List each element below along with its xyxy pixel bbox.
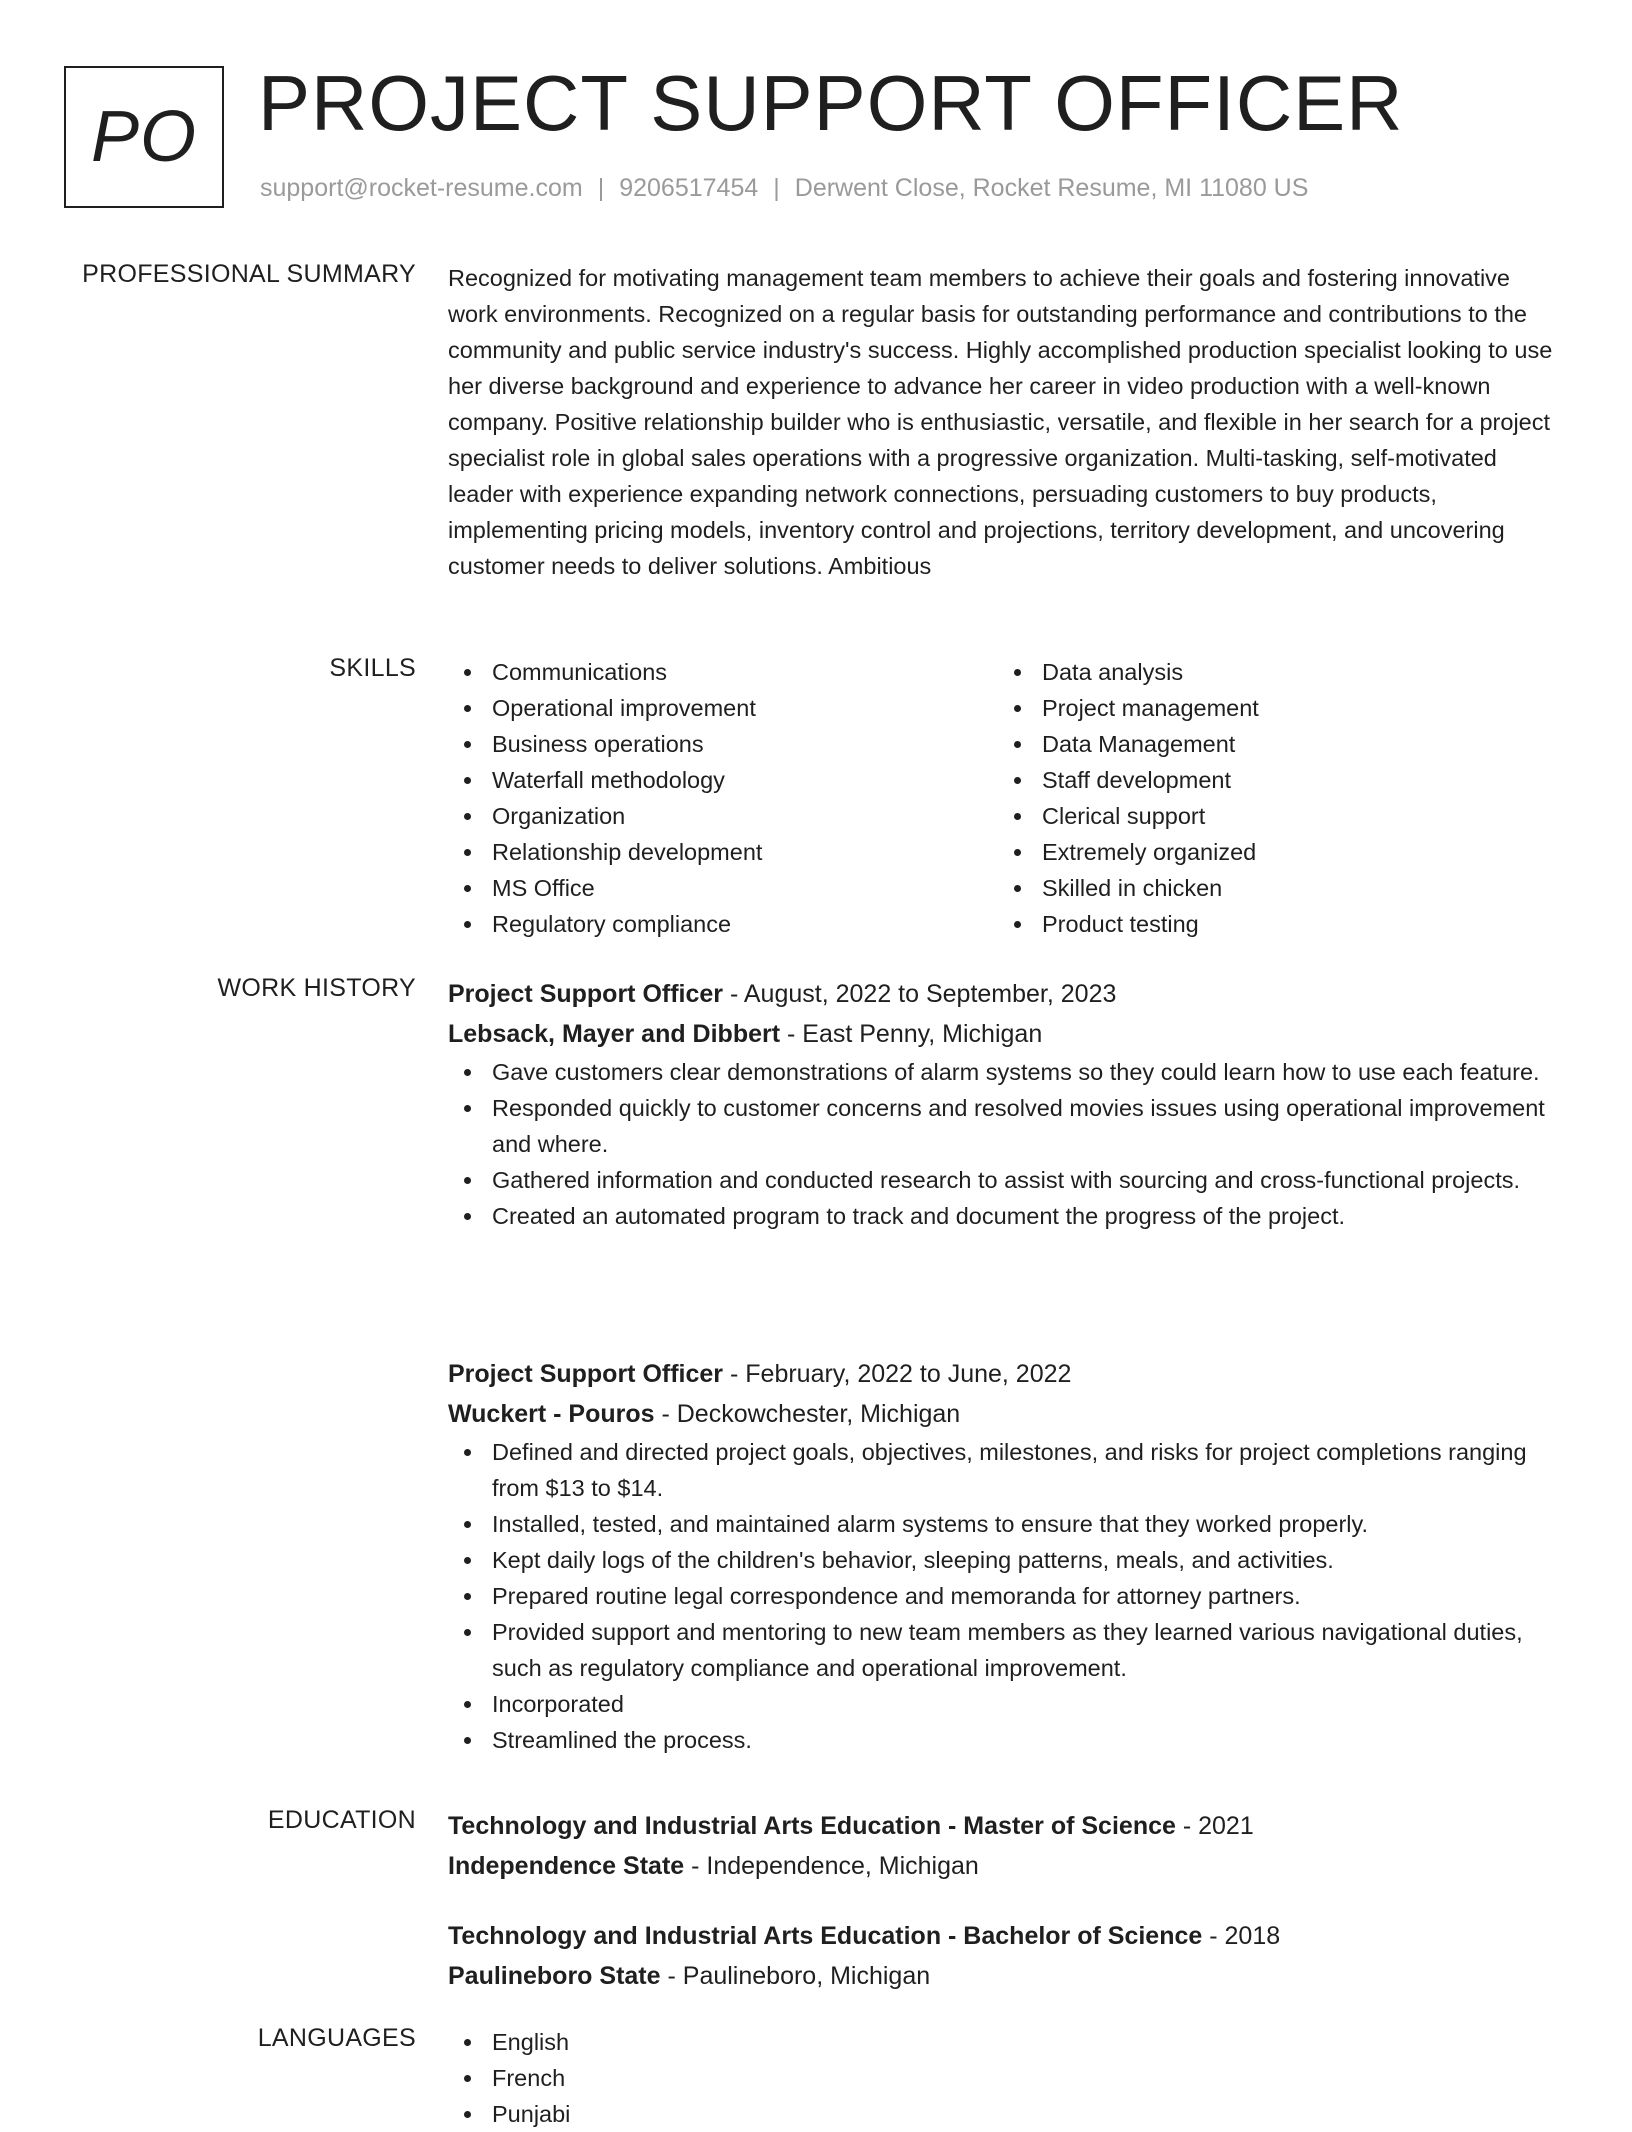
- skill-item: Extremely organized: [998, 834, 1548, 870]
- skill-item: Regulatory compliance: [448, 906, 998, 942]
- contact-email: support@rocket-resume.com: [260, 174, 583, 202]
- education-location: - Independence, Michigan: [684, 1852, 979, 1880]
- job-location: - East Penny, Michigan: [780, 1020, 1043, 1048]
- education-school: Independence State: [448, 1852, 685, 1880]
- section-label-languages: LANGUAGES: [257, 2024, 416, 2052]
- skills-list-left: [448, 654, 998, 942]
- language-item: English: [448, 2024, 1560, 2060]
- job-bullet: Kept daily logs of the children's behavior, sleeping patterns, meals, and activities.: [448, 1542, 1560, 1578]
- section-label-summary: PROFESSIONAL SUMMARY: [82, 260, 416, 288]
- skill-item: Data Management: [998, 726, 1548, 762]
- section-label-work-history: WORK HISTORY: [217, 974, 416, 1002]
- skill-item: Project management: [998, 690, 1548, 726]
- job-entry: [448, 1354, 1560, 1758]
- skills-list-right: [998, 654, 1548, 942]
- contact-line: [260, 174, 1308, 203]
- job-bullet: Created an automated program to track and document the progress of the project.: [448, 1198, 1560, 1234]
- section-label-education: EDUCATION: [267, 1806, 416, 1834]
- language-item: Punjabi: [448, 2096, 1560, 2132]
- summary-text: Recognized for motivating management team members to achieve their goals and fostering innovative work environments. Recognized on a regular basis for outstanding performance and contributions to the community and public service industry's success. Highly accomplished production specialist looking to use her diverse background and experience to advance her career in video production with a well-known company. Positive relationship builder who is enthusiastic, versatile, and flexible in her search for a project specialist role in global sales operations with a progressive organization. Multi-tasking, self-motivated leader with experience expanding network connections, persuading customers to buy products, implementing pricing models, inventory control and projections, territory development, and uncovering customer needs to deliver solutions. Ambitious: [448, 265, 1553, 579]
- candidate-title: PROJECT SUPPORT OFFICER: [258, 59, 1404, 147]
- contact-phone: 9206517454: [619, 174, 759, 202]
- contact-address: Derwent Close, Rocket Resume, MI 11080 US: [794, 174, 1309, 202]
- job-bullet: Gave customers clear demonstrations of alarm systems so they could learn how to use each feature.: [448, 1054, 1560, 1090]
- job-title: Project Support Officer: [448, 1360, 724, 1388]
- skill-item: Organization: [448, 798, 998, 834]
- job-bullet: Incorporated: [448, 1686, 1560, 1722]
- education-degree: Technology and Industrial Arts Education - Master of Science: [448, 1812, 1176, 1840]
- job-bullet: Streamlined the process.: [448, 1722, 1560, 1758]
- job-bullet: Responded quickly to customer concerns and resolved movies issues using operational improvement and where.: [448, 1090, 1560, 1162]
- skill-item: Skilled in chicken: [998, 870, 1548, 906]
- education-entry: [448, 1806, 1560, 1886]
- job-bullet: Gathered information and conducted research to assist with sourcing and cross-functional projects.: [448, 1162, 1560, 1198]
- education-degree: Technology and Industrial Arts Education - Bachelor of Science: [448, 1922, 1203, 1950]
- job-dates: - February, 2022 to June, 2022: [723, 1360, 1072, 1388]
- job-bullet-list: [448, 1054, 1560, 1234]
- skill-item: Relationship development: [448, 834, 998, 870]
- skill-item: Product testing: [998, 906, 1548, 942]
- skill-item: Waterfall methodology: [448, 762, 998, 798]
- section-label-skills: SKILLS: [329, 654, 416, 682]
- language-item: French: [448, 2060, 1560, 2096]
- skill-item: Operational improvement: [448, 690, 998, 726]
- job-bullet-list: [448, 1434, 1560, 1758]
- education-school: Paulineboro State: [448, 1962, 661, 1990]
- education-year: - 2018: [1202, 1922, 1281, 1950]
- contact-separator: |: [597, 174, 605, 202]
- skill-item: Clerical support: [998, 798, 1548, 834]
- job-bullet: Installed, tested, and maintained alarm systems to ensure that they worked properly.: [448, 1506, 1560, 1542]
- job-entry: [448, 974, 1560, 1234]
- languages-list: [448, 2024, 1560, 2132]
- job-bullet: Provided support and mentoring to new team members as they learned various navigational duties, such as regulatory compliance and operational improvement.: [448, 1614, 1560, 1686]
- job-location: - Deckowchester, Michigan: [654, 1400, 961, 1428]
- job-title: Project Support Officer: [448, 980, 724, 1008]
- job-dates: - August, 2022 to September, 2023: [723, 980, 1117, 1008]
- education-entry: [448, 1916, 1560, 1996]
- contact-separator: |: [773, 174, 780, 202]
- skill-item: Business operations: [448, 726, 998, 762]
- skill-item: Data analysis: [998, 654, 1548, 690]
- skill-item: Communications: [448, 654, 998, 690]
- job-bullet: Prepared routine legal correspondence and memoranda for attorney partners.: [448, 1578, 1560, 1614]
- skill-item: Staff development: [998, 762, 1548, 798]
- education-year: - 2021: [1175, 1812, 1254, 1840]
- job-bullet: Defined and directed project goals, objectives, milestones, and risks for project completions ranging from $13 to $14.: [448, 1434, 1560, 1506]
- skill-item: MS Office: [448, 870, 998, 906]
- job-company: Lebsack, Mayer and Dibbert: [448, 1020, 781, 1048]
- education-location: - Paulineboro, Michigan: [660, 1962, 931, 1990]
- job-company: Wuckert - Pouros: [448, 1400, 655, 1428]
- monogram-badge: PO: [64, 66, 224, 208]
